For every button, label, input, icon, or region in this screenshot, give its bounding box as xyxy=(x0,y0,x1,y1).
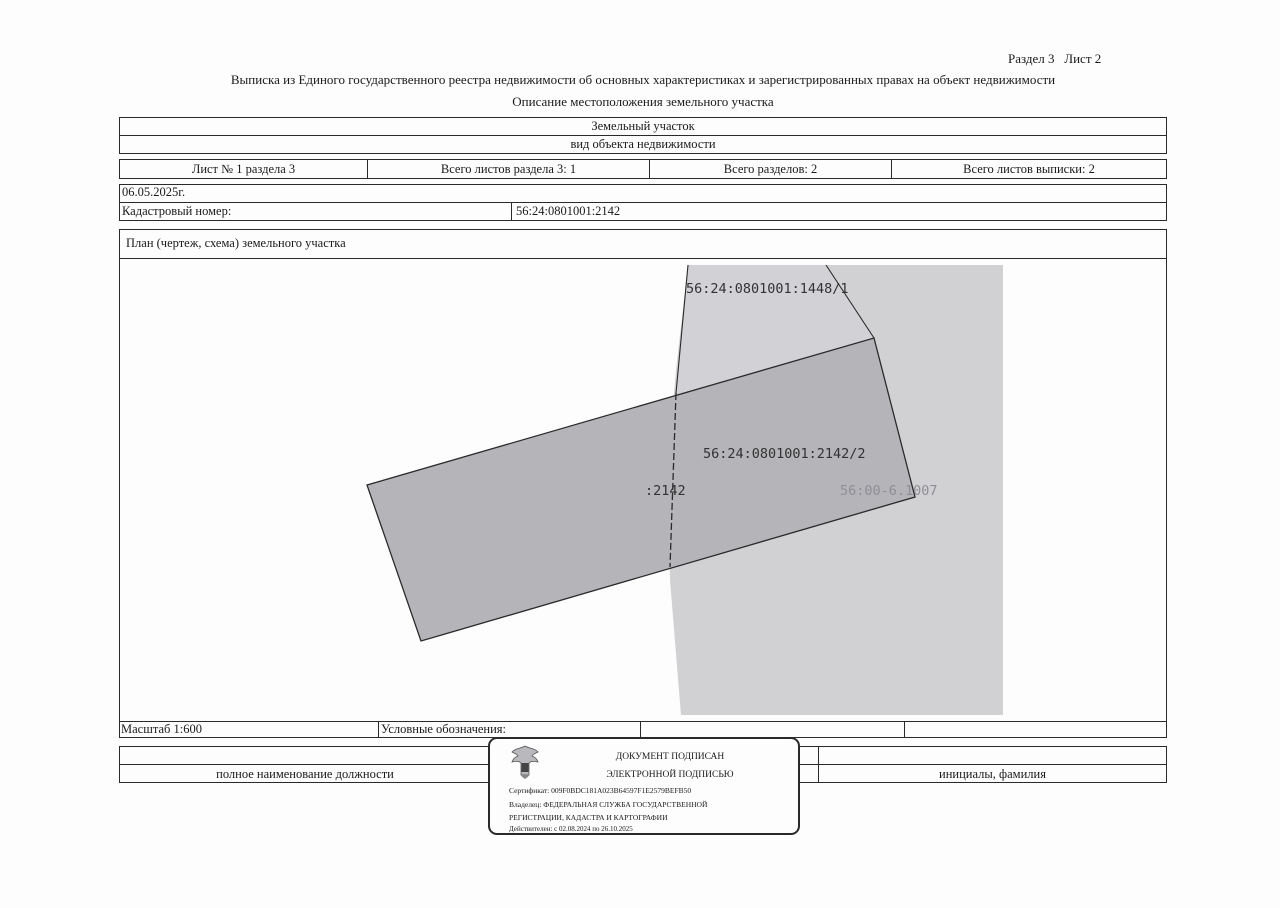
e-signature-stamp xyxy=(488,737,800,835)
divider xyxy=(378,721,379,738)
section-sheet: Раздел 3 Лист 2 xyxy=(1008,51,1102,66)
extract-date: 06.05.2025г. xyxy=(122,185,186,199)
part-label: 56:24:0801001:2142/2 xyxy=(703,446,866,462)
stamp-line-2: ЭЛЕКТРОННОЙ ПОДПИСЬЮ xyxy=(606,770,734,780)
legend-label: Условные обозначения: xyxy=(381,722,507,736)
total-sheets-section: Всего листов раздела 3: 1 xyxy=(440,162,577,176)
sheet-number: Лист № 1 раздела 3 xyxy=(191,162,296,176)
divider xyxy=(640,721,641,738)
zone-label: 56:00-6.1007 xyxy=(840,483,938,499)
divider xyxy=(904,721,905,738)
cadastral-number: 56:24:0801001:2142 xyxy=(516,204,621,218)
document-subtitle: Описание местоположения земельного участка xyxy=(512,94,774,109)
plan-label: План (чертеж, схема) земельного участка xyxy=(126,236,346,250)
document-title: Выписка из Единого государственного реестра недвижимости об основных характеристиках и зарегистрированных правах на объект недвижимости xyxy=(230,72,1056,87)
position-caption: полное наименование должности xyxy=(216,767,394,781)
name-caption: инициалы, фамилия xyxy=(939,767,1046,781)
stamp-line-1: ДОКУМЕНТ ПОДПИСАН xyxy=(615,752,725,762)
object-type-caption: вид объекта недвижимости xyxy=(570,137,716,151)
total-sections: Всего разделов: 2 xyxy=(723,162,818,176)
scale: Масштаб 1:600 xyxy=(121,722,202,736)
cadastral-label: Кадастровый номер: xyxy=(122,204,232,218)
parcel-short-label: :2142 xyxy=(645,483,686,499)
divider xyxy=(119,721,1167,722)
emblem-icon xyxy=(508,743,542,781)
stamp-validity: Действителен: с 02.08.2024 по 26.10.2025 xyxy=(509,825,633,833)
neighbor-label: 56:24:0801001:1448/1 xyxy=(686,281,849,297)
stamp-owner-1: Владелец: ФЕДЕРАЛЬНАЯ СЛУЖБА ГОСУДАРСТВЕННОЙ xyxy=(509,800,708,809)
object-type: Земельный участок xyxy=(591,119,695,133)
stamp-owner-2: РЕГИСТРАЦИИ, КАДАСТРА И КАРТОГРАФИИ xyxy=(509,813,668,822)
total-sheets-extract: Всего листов выписки: 2 xyxy=(963,162,1095,176)
stamp-certificate: Сертификат: 009F0BDC181A023B64597F1E2579BEFB50 xyxy=(509,786,692,795)
